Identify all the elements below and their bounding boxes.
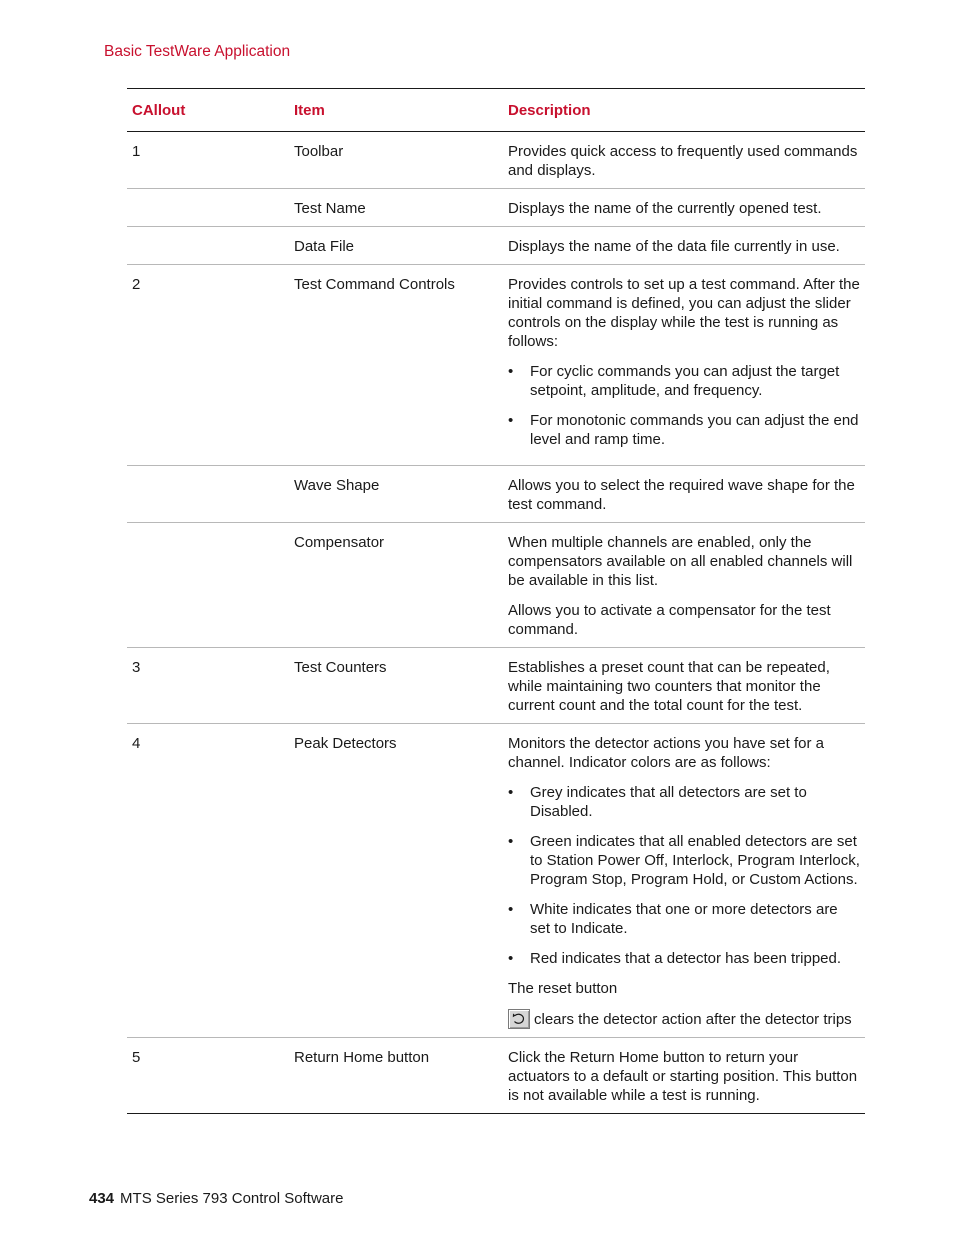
table-row: [127, 265, 865, 466]
page-number: 434: [89, 1190, 115, 1207]
header-callout: CAllout: [132, 102, 186, 119]
callout-number: 4: [132, 735, 141, 752]
description-cell: [503, 523, 865, 648]
bullet-item: • Grey indicates that all detectors are set to Disabled.: [508, 783, 861, 821]
description-text: The reset button: [508, 980, 618, 997]
table-row: [127, 523, 865, 648]
callout-table: [127, 88, 865, 1114]
description-text: Click the Return Home button to return your actuators to a default or starting position. This button is not available while a test is running.: [508, 1049, 858, 1104]
callout-number: [127, 189, 289, 227]
table-row: [127, 724, 865, 1038]
description-cell: [503, 265, 865, 466]
description-text: When multiple channels are enabled, only the compensators available on all enabled channels will be available in this list.: [508, 534, 853, 589]
item-name: Test Name: [294, 200, 366, 217]
table-row: [127, 132, 865, 189]
description-text: Establishes a preset count that can be repeated, while maintaining two counters that monitor the current count and the total count for the test.: [508, 659, 830, 714]
callout-number: 3: [132, 659, 141, 676]
description-cell: [503, 132, 865, 189]
document-title: MTS Series 793 Control Software: [120, 1190, 344, 1207]
item-name: Test Command Controls: [294, 276, 455, 293]
description-text: Monitors the detector actions you have set for a channel. Indicator colors are as follows:: [508, 735, 825, 771]
item-name: Wave Shape: [294, 477, 380, 494]
item-name: Return Home button: [294, 1049, 430, 1066]
item-name: Test Counters: [294, 659, 387, 676]
callout-number: 2: [132, 276, 141, 293]
description-text: Allows you to select the required wave shape for the test command.: [508, 477, 855, 513]
table-row: [127, 648, 865, 724]
table-row: [127, 1038, 865, 1114]
table-row: [127, 227, 865, 265]
callout-number: 5: [132, 1049, 141, 1066]
description-text: Displays the name of the data file currently in use.: [508, 238, 840, 255]
description-text: Provides quick access to frequently used commands and displays.: [508, 143, 858, 179]
description-text: Displays the name of the currently opened test.: [508, 200, 822, 217]
reset-arrow-icon: [508, 1009, 530, 1029]
bullet-list: [508, 362, 861, 449]
description-cell: [503, 1038, 865, 1114]
page-footer: [89, 1189, 343, 1208]
item-name: Compensator: [294, 534, 385, 551]
bullet-item: • For monotonic commands you can adjust the end level and ramp time.: [508, 411, 861, 449]
description-cell: [503, 189, 865, 227]
bullet-item: • For cyclic commands you can adjust the target setpoint, amplitude, and frequency.: [508, 362, 861, 400]
callout-number: [127, 466, 289, 523]
description-cell: [503, 227, 865, 265]
bullet-item: • Red indicates that a detector has been tripped.: [508, 949, 861, 968]
header-description: Description: [508, 102, 591, 119]
description-text: Provides controls to set up a test command. After the initial command is defined, you can adjust the slider controls on the display while the test is running as follows:: [508, 276, 860, 350]
bullet-item: • White indicates that one or more detectors are set to Indicate.: [508, 900, 861, 938]
callout-number: 1: [132, 143, 141, 160]
table-header-row: [127, 89, 865, 132]
bullet-list: [508, 783, 861, 968]
running-head: Basic TestWare Application: [104, 43, 291, 60]
description-cell: [503, 466, 865, 523]
description-cell: [503, 648, 865, 724]
item-name: Peak Detectors: [294, 735, 397, 752]
callout-number: [127, 227, 289, 265]
description-cell: [503, 724, 865, 1038]
item-name: Data File: [294, 238, 355, 255]
table-row: [127, 189, 865, 227]
callout-number: [127, 523, 289, 648]
item-name: Toolbar: [294, 143, 344, 160]
header-item: Item: [294, 102, 325, 119]
reset-description: clears the detector action after the detector trips: [534, 1011, 852, 1028]
description-text: Allows you to activate a compensator for the test command.: [508, 602, 831, 638]
reset-button-line: [508, 1009, 861, 1029]
table-row: [127, 466, 865, 523]
bullet-item: • Green indicates that all enabled detectors are set to Station Power Off, Interlock, Program Interlock, Program Stop, Program Hold, or Custom Actions.: [508, 832, 861, 889]
